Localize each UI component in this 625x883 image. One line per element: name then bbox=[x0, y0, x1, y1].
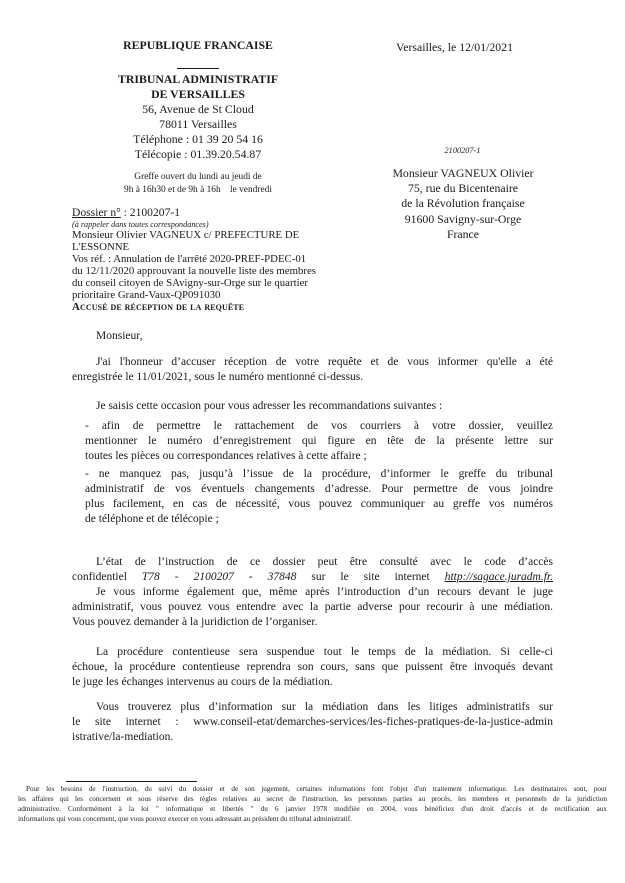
text-line: le juge les échanges intervenus au cours de la médiation. bbox=[72, 676, 333, 688]
office-hours-line2: 9h à 16h30 et de 9h à 16h le vendredi bbox=[124, 184, 272, 195]
text-line: Vous trouverez plus d’information sur la médiation dans les litiges administratifs sur bbox=[96, 701, 553, 713]
sagace-middle: sur le site internet bbox=[296, 571, 445, 583]
text-line bbox=[72, 570, 553, 585]
text-line: J'ai l'honneur d’accuser réception de votre requête et de vous informer qu'elle a été bbox=[96, 356, 553, 368]
court-fax: Télécopie : 01.39.20.54.87 bbox=[134, 147, 262, 161]
recipient-line: 75, rue du Bicentenaire bbox=[407, 181, 519, 196]
footer-line: informations qui vous concernent, que vous pouvez exercer en vous adressant au président du tribunal administratif. bbox=[18, 815, 352, 824]
office-hours bbox=[83, 171, 313, 196]
text-line: mentionner le numéro d’enregistrement qui figure en tête de la présente lettre sur bbox=[85, 435, 553, 447]
recipient-line: France bbox=[446, 226, 480, 241]
text-line: - ne manquez pas, jusqu’à l’issue de la procédure, d’informer le greffe du tribunal bbox=[85, 468, 553, 480]
case-number-reference: 2100207-1 bbox=[444, 146, 481, 155]
court-phone: Téléphone : 01 39 20 54 16 bbox=[133, 132, 263, 146]
footer-line: Pour les besoins de l'instruction, du suivi du dossier et de son jugement, certaines informations font l'objet d'un traitement informatique. Les destinataires sont, pour bbox=[26, 785, 607, 793]
date-line: Versailles, le 12/01/2021 bbox=[396, 40, 513, 54]
text-line: administratif, vous pouvez vous entendre avec la partie adverse pour recourir à une médiation. bbox=[72, 601, 553, 613]
footer-line: les affaires qui les concernent et sous réserve des règles relatives au secret de l'instruction, les personnes parties au procès, les membres et personnels de la juridiction bbox=[18, 795, 607, 804]
paragraph-mediation-info bbox=[72, 585, 553, 630]
recipient-line: 91600 Savigny-sur-Orge bbox=[404, 211, 522, 226]
sagace-prefix: confidentiel bbox=[72, 571, 142, 583]
text-line: La procédure contentieuse sera suspendue tout le temps de la médiation. Si celle-ci bbox=[96, 646, 553, 658]
recipient-line: de la Révolution française bbox=[401, 196, 525, 211]
letterhead-divider bbox=[177, 68, 219, 69]
text-line: toutes les pièces ou correspondances relatives à cette affaire ; bbox=[85, 450, 367, 462]
paragraph-mediation-suspension bbox=[72, 645, 553, 690]
dossier-label: Dossier n° bbox=[72, 206, 121, 219]
salutation: Monsieur, bbox=[96, 330, 143, 342]
text-line: - afin de permettre le rattachement de vos courriers à votre dossier, veuillez bbox=[85, 420, 553, 432]
sagace-access-code: T78 - 2100207 - 37848 bbox=[141, 571, 297, 583]
case-detail-line: prioritaire Grand-Vaux-QP091030 bbox=[72, 288, 221, 301]
text-line: administratif de vos éventuels changements d’adresse. Pour permettre de vous joindre bbox=[85, 483, 553, 495]
court-name-line2: DE VERSAILLES bbox=[151, 87, 245, 101]
text-line: Vous pouvez demander à la juridiction de l’organiser. bbox=[72, 616, 318, 628]
case-detail-line: L'ESSONNE bbox=[72, 240, 130, 253]
court-letterhead bbox=[83, 38, 313, 162]
footer-line: administrative. Conformément à la loi " informatique et libertés " du 6 janvier 1978 modifiée en 2004, vous bénéficiez d'un droit d'accès et de rectification aux bbox=[18, 805, 607, 814]
case-reference-block bbox=[72, 206, 384, 314]
text-line: échoue, la procédure contentieuse reprendra son cours, sans que puissent être invoqués devant bbox=[72, 661, 553, 673]
paragraph-recommendation-1 bbox=[85, 419, 553, 464]
sagace-url: http://sagace.juradm.fr. bbox=[444, 571, 553, 583]
paragraph-sagace-access bbox=[72, 555, 553, 585]
recipient-address bbox=[358, 166, 568, 242]
court-address-line1: 56, Avenue de St Cloud bbox=[142, 102, 254, 116]
republic-title: REPUBLIQUE FRANCAISE bbox=[123, 38, 273, 52]
case-detail-line: Monsieur Olivier VAGNEUX c/ PREFECTURE DE bbox=[72, 229, 300, 241]
paragraph-recommendation-2 bbox=[85, 467, 553, 527]
case-detail-line: du 12/11/2020 approuvant la nouvelle liste des membres bbox=[72, 264, 316, 277]
recipient-line: Monsieur VAGNEUX Olivier bbox=[392, 166, 534, 180]
paragraph-mediation-website bbox=[72, 700, 553, 745]
text-line: le site internet : www.conseil-etat/demarches-services/les-fiches-pratiques-de-la-justice-admin bbox=[72, 716, 553, 728]
paragraph-recommendations-intro: Je saisis cette occasion pour vous adresser les recommandations suivantes : bbox=[96, 400, 443, 412]
dossier-number: : 2100207-1 bbox=[120, 206, 181, 219]
text-line: istrative/la-mediation. bbox=[72, 731, 174, 743]
text-line: Je vous informe également que, même après l’introduction d’un recours devant le juge bbox=[96, 586, 553, 598]
dossier-number-line bbox=[72, 206, 384, 219]
text-line: L’état de l’instruction de ce dossier peut être consulté avec le code d’accès bbox=[96, 556, 553, 568]
court-address-line2: 78011 Versailles bbox=[159, 117, 237, 131]
court-name-line1: TRIBUNAL ADMINISTRATIF bbox=[117, 72, 279, 86]
footer-legal-notice bbox=[18, 784, 607, 824]
footer-separator bbox=[66, 781, 197, 782]
text-line: plus facilement, en cas de nécessité, vous pouvez communiquer au greffe vos numéros bbox=[85, 498, 553, 510]
office-hours-line1: Greffe ouvert du lundi au jeudi de bbox=[134, 172, 262, 182]
case-detail-line: Vos réf. : Annulation de l'arrêté 2020-PREF-PDEC-01 bbox=[72, 252, 307, 265]
text-line: de téléphone et de télécopie ; bbox=[85, 513, 219, 525]
paragraph-acknowledgement bbox=[72, 355, 553, 385]
text-line: enregistrée le 11/01/2021, sous le numéro mentionné ci-dessus. bbox=[72, 371, 364, 383]
correspondence-note: (à rappeler dans toutes correspondances) bbox=[72, 220, 209, 229]
acknowledgement-subject: Accusé de réception de la requête bbox=[72, 301, 245, 314]
case-detail-line: du conseil citoyen de SAvigny-sur-Orge sur le quartier bbox=[72, 276, 308, 289]
